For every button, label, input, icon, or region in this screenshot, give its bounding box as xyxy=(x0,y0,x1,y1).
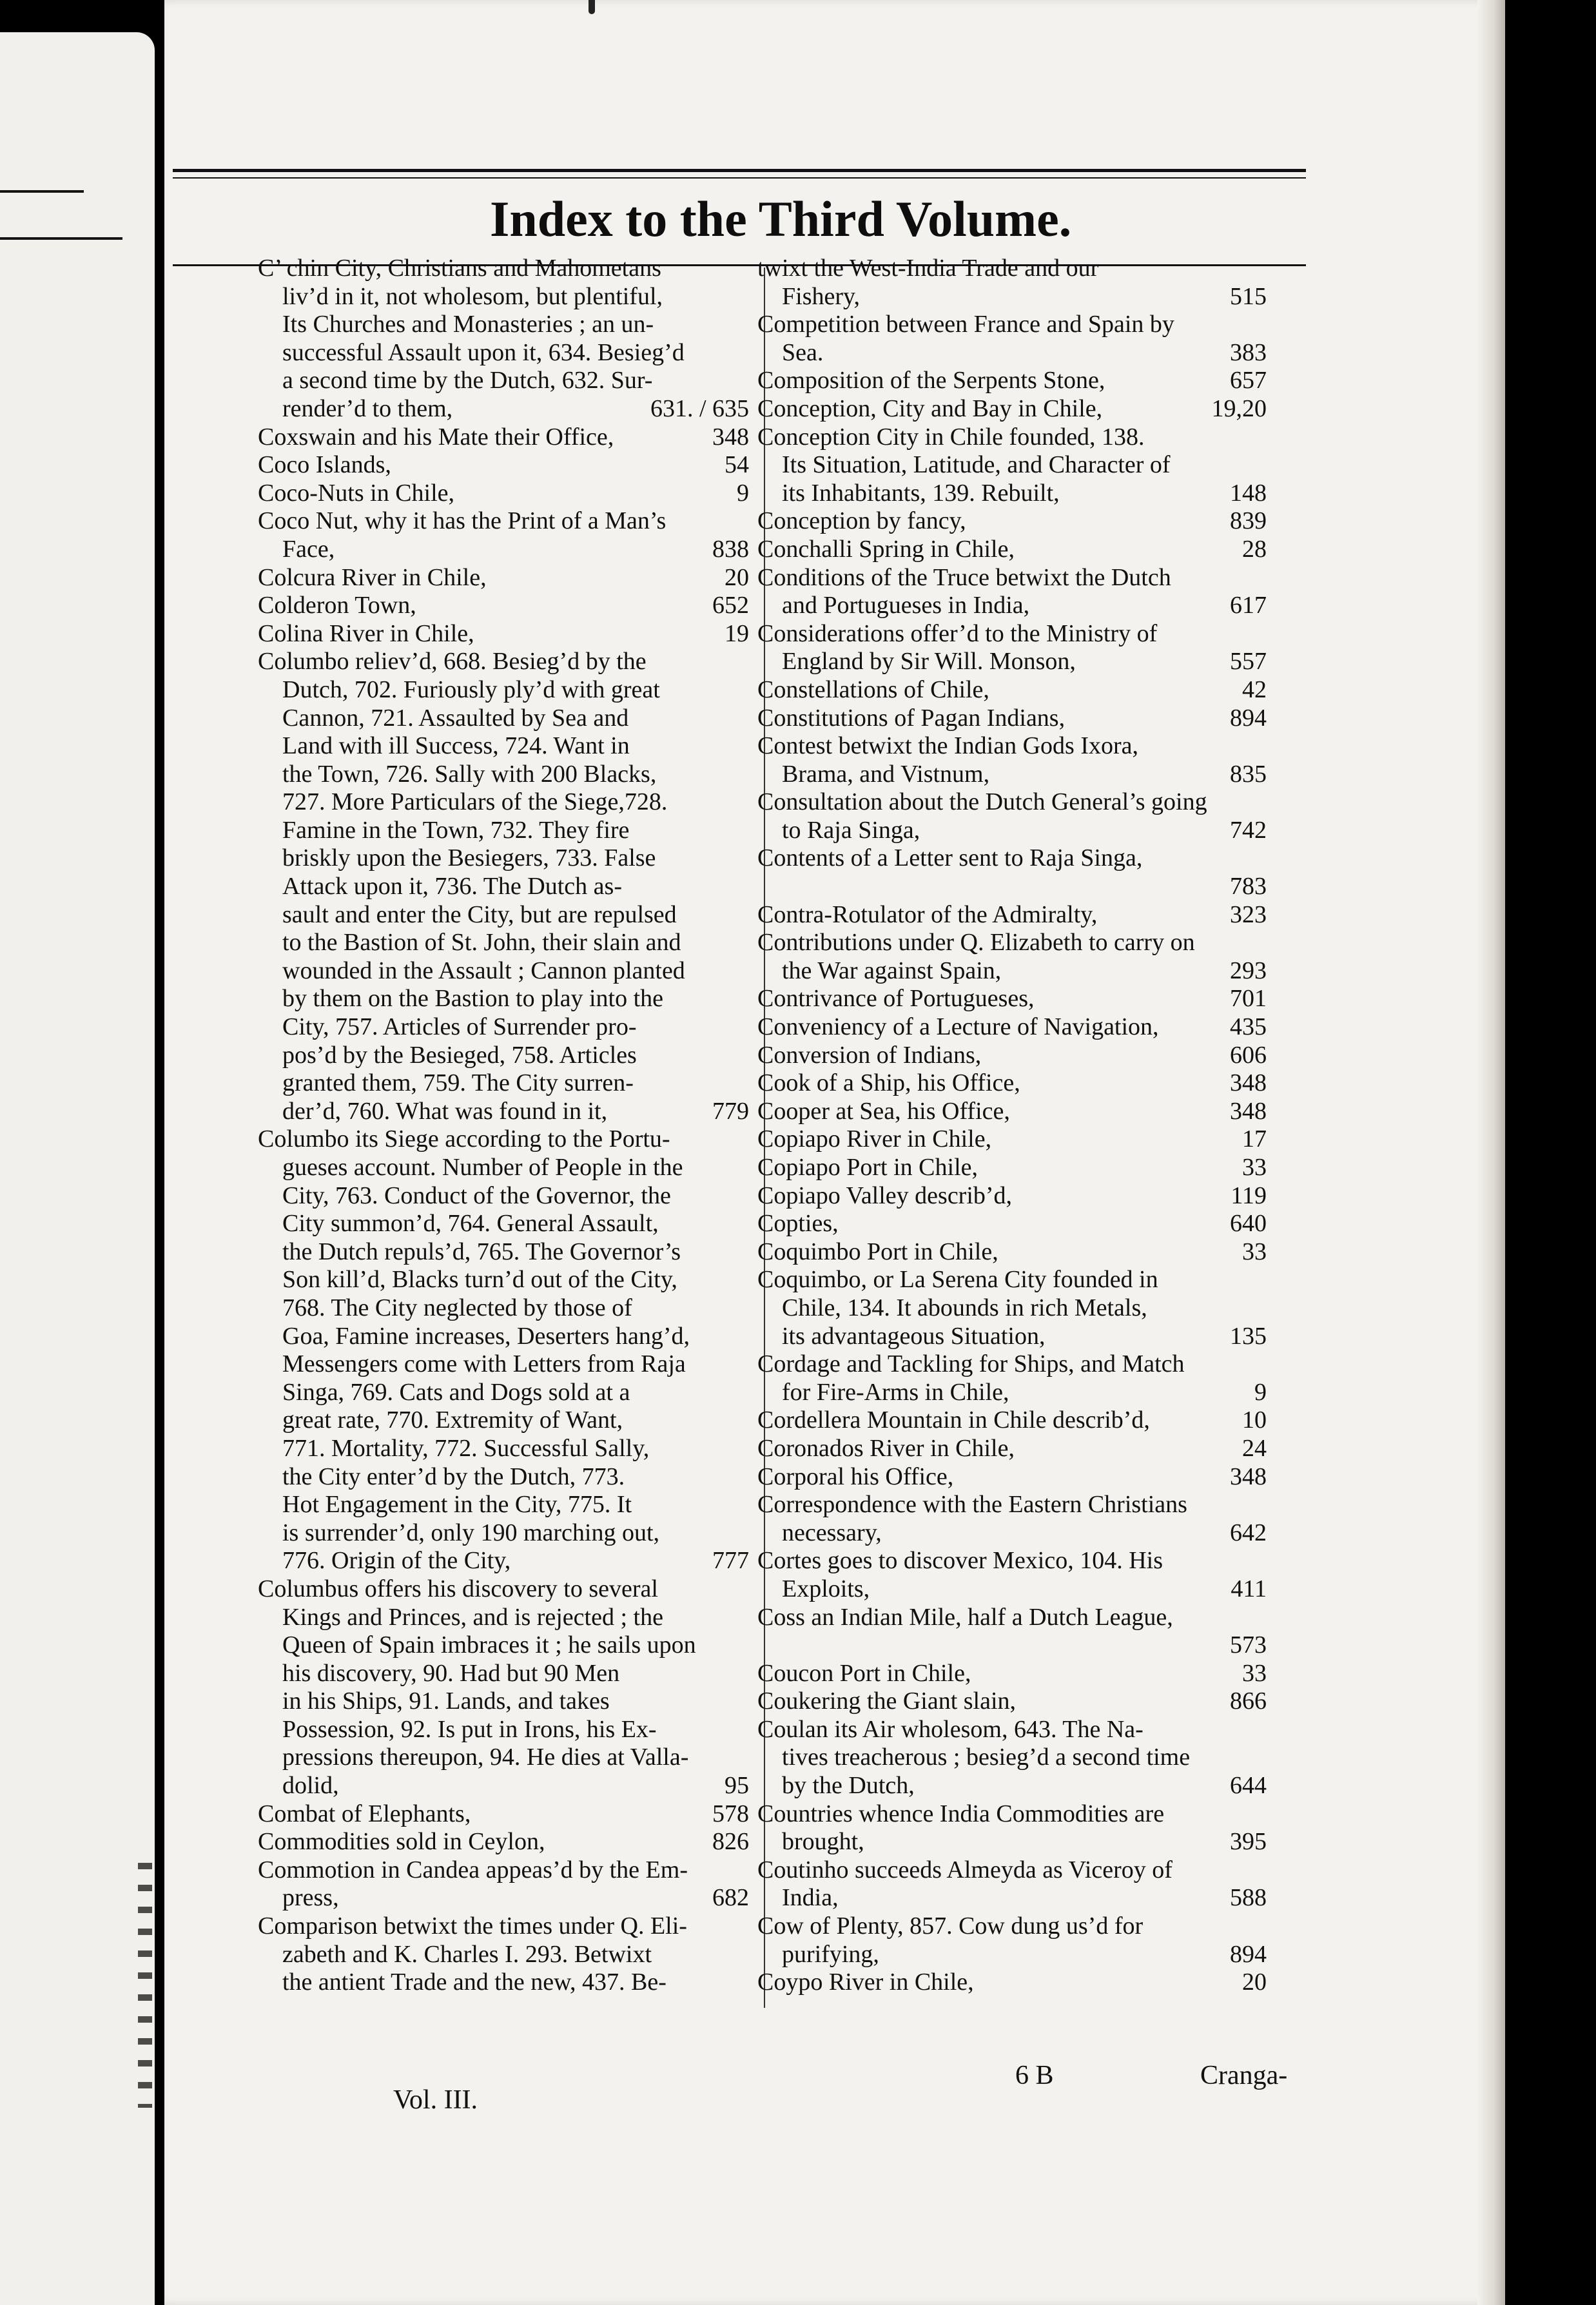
index-page-number: 395 xyxy=(1230,1828,1267,1856)
index-entry xyxy=(757,1912,1267,1969)
index-entry-line: Exploits, xyxy=(782,1575,870,1602)
index-entry-line: Coutinho succeeds Almeyda as Viceroy of xyxy=(757,1856,1173,1883)
index-entry-line: necessary, xyxy=(782,1519,882,1546)
index-entry-line: Coronados River in Chile, xyxy=(757,1434,1015,1462)
index-entry xyxy=(757,929,1267,985)
index-page-number: 17 xyxy=(1242,1125,1267,1153)
index-entry-line: City, 757. Articles of Surrender pro- xyxy=(282,1013,637,1041)
index-entry-line: the War against Spain, xyxy=(782,957,1002,984)
index-entry-line: Coypo River in Chile, xyxy=(757,1969,974,1996)
index-entry xyxy=(757,1604,1267,1660)
index-entry-line: 727. More Particulars of the Siege,728. xyxy=(282,788,668,816)
index-page-number: 95 xyxy=(725,1772,749,1800)
index-entry-line: Conveniency of a Lecture of Navigation, xyxy=(757,1013,1159,1041)
index-page-number: 33 xyxy=(1242,1238,1267,1265)
index-entry-line: twixt the West-India Trade and our xyxy=(757,255,1099,282)
index-entry xyxy=(757,311,1267,367)
index-entry-line: Coquimbo Port in Chile, xyxy=(757,1238,998,1265)
index-entry xyxy=(258,255,749,423)
index-page-number: 135 xyxy=(1230,1322,1267,1350)
index-entry-line: his discovery, 90. Had but 90 Men xyxy=(282,1659,620,1687)
index-entry-line: Coukering the Giant slain, xyxy=(757,1687,1017,1715)
index-entry-line: zabeth and K. Charles I. 293. Betwixt xyxy=(282,1940,652,1968)
index-entry-line: Considerations offer’d to the Ministry of xyxy=(757,619,1158,647)
index-entry xyxy=(258,592,749,620)
index-page-number: 20 xyxy=(725,563,749,591)
index-entry-line: for Fire-Arms in Chile, xyxy=(782,1378,1009,1406)
index-entry-line: England by Sir Will. Monson, xyxy=(782,648,1076,676)
index-entry xyxy=(757,1098,1267,1126)
index-entry-line: Contrivance of Portugueses, xyxy=(757,985,1035,1013)
index-entry xyxy=(757,1013,1267,1042)
index-entry-line: Coucon Port in Chile, xyxy=(757,1659,971,1687)
index-entry-line: dolid, xyxy=(282,1772,339,1800)
adjacent-page-rule xyxy=(0,237,122,240)
index-entry xyxy=(757,1547,1267,1603)
index-page-number: 119 xyxy=(1231,1182,1267,1209)
index-entry-line xyxy=(757,1631,1221,1660)
index-entry-line: Colderon Town, xyxy=(258,592,416,619)
index-entry-line: to the Bastion of St. John, their slain and xyxy=(282,929,681,957)
index-entry-line: Fishery, xyxy=(782,282,861,310)
adjacent-page-rule xyxy=(0,190,84,193)
index-page-number: 617 xyxy=(1230,592,1267,619)
index-entry-line: Constitutions of Pagan Indians, xyxy=(757,704,1066,732)
index-entry-line: Conchalli Spring in Chile, xyxy=(757,535,1015,563)
index-entry xyxy=(757,1266,1267,1350)
index-entry-line: Cortes goes to discover Mexico, 104. His xyxy=(757,1547,1163,1575)
index-entry-line: Coco Islands, xyxy=(258,451,391,479)
index-entry-line: Kings and Princes, and is rejected ; the xyxy=(282,1603,663,1631)
index-entry-line: Cow of Plenty, 857. Cow dung us’d for xyxy=(757,1912,1143,1940)
index-entry-line: Its Churches and Monasteries ; an un- xyxy=(282,311,654,338)
index-entry-line: Dutch, 702. Furiously ply’d with great xyxy=(282,676,660,703)
index-entry-line: granted them, 759. The City surren- xyxy=(282,1069,634,1097)
index-entry-line: Combat of Elephants, xyxy=(258,1800,471,1827)
index-entry xyxy=(757,1660,1267,1688)
index-entry-line: Hot Engagement in the City, 775. It xyxy=(282,1491,632,1519)
index-entry-line: Coxswain and his Mate their Office, xyxy=(258,423,614,451)
index-entry-line: successful Assault upon it, 634. Besieg’d xyxy=(282,338,685,366)
index-page-number: 348 xyxy=(1230,1069,1267,1097)
index-entry xyxy=(757,844,1267,900)
index-entry-line: press, xyxy=(282,1884,339,1912)
index-page-number: 24 xyxy=(1242,1434,1267,1462)
index-entry-line: Coss an Indian Mile, half a Dutch League, xyxy=(757,1603,1173,1631)
index-entry-line: Competition between France and Spain by xyxy=(757,311,1174,338)
index-entry xyxy=(757,1435,1267,1463)
index-page-number: 866 xyxy=(1230,1687,1267,1715)
index-entry xyxy=(757,1716,1267,1800)
index-entry xyxy=(757,1969,1267,1997)
index-page-number: 10 xyxy=(1242,1406,1267,1434)
adjacent-page-margin-marks xyxy=(138,1863,152,2108)
index-entry xyxy=(757,732,1267,788)
index-entry-line: Comparison betwixt the times under Q. Eli- xyxy=(258,1912,687,1940)
index-page-number: 148 xyxy=(1230,479,1267,507)
index-page-number: 348 xyxy=(712,423,749,451)
index-entry-line: Sea. xyxy=(782,338,824,366)
index-page-number: 835 xyxy=(1230,760,1267,788)
index-entry-line: Cordage and Tackling for Ships, and Match xyxy=(757,1350,1185,1378)
index-entry xyxy=(757,901,1267,929)
index-entry-line: Chile, 134. It abounds in rich Metals, xyxy=(782,1294,1147,1321)
index-entry xyxy=(258,1125,749,1575)
index-entry-line xyxy=(757,873,1221,901)
index-entry-line: liv’d in it, not wholesom, but plentiful, xyxy=(282,282,663,310)
index-entry xyxy=(757,676,1267,705)
index-page-number: 894 xyxy=(1230,704,1267,732)
index-entry-line: the antient Trade and the new, 437. Be- xyxy=(282,1969,667,1996)
index-entry-line: Contest betwixt the Indian Gods Ixora, xyxy=(757,732,1139,760)
index-page-number: 642 xyxy=(1230,1519,1267,1546)
index-page-number: 9 xyxy=(737,479,749,507)
index-entry-line: 771. Mortality, 772. Successful Sally, xyxy=(282,1434,650,1462)
index-page-number: 383 xyxy=(1230,338,1267,366)
index-entry-line: Messengers come with Letters from Raja xyxy=(282,1350,686,1378)
index-entry-line: briskly upon the Besiegers, 733. False xyxy=(282,844,656,872)
index-entry xyxy=(757,1042,1267,1070)
index-entry xyxy=(258,1828,749,1856)
index-entry-line: Copiapo Valley describ’d, xyxy=(757,1182,1013,1209)
index-entry-line: Conception by fancy, xyxy=(757,507,966,535)
index-entry-line: Constellations of Chile, xyxy=(757,676,989,703)
index-entry-line: Countries whence India Commodities are xyxy=(757,1800,1165,1827)
index-entry-line: render’d to them, xyxy=(282,394,453,422)
index-entry xyxy=(757,367,1267,395)
index-page-number: 557 xyxy=(1230,648,1267,676)
index-entry xyxy=(757,1463,1267,1492)
index-entry xyxy=(258,620,749,648)
index-page-number: 28 xyxy=(1242,535,1267,563)
header-rule xyxy=(173,169,1306,172)
index-entry xyxy=(757,985,1267,1013)
index-entry-line: City summon’d, 764. General Assault, xyxy=(282,1210,659,1238)
index-entry-line: Coquimbo, or La Serena City founded in xyxy=(757,1266,1158,1294)
scan-border xyxy=(1505,0,1596,2305)
index-entry-line: Cook of a Ship, his Office, xyxy=(757,1069,1020,1097)
index-entry xyxy=(757,1406,1267,1435)
index-entry xyxy=(757,564,1267,620)
index-entry xyxy=(757,1210,1267,1238)
index-entry xyxy=(258,423,749,452)
binding-mark xyxy=(589,0,595,14)
index-entry-line: Columbo reliev’d, 668. Besieg’d by the xyxy=(258,648,647,676)
index-entry xyxy=(757,1856,1267,1912)
index-column-right xyxy=(757,255,1267,1997)
index-entry-line: Composition of the Serpents Stone, xyxy=(757,367,1105,394)
index-entry xyxy=(757,395,1267,423)
index-entry xyxy=(757,1350,1267,1406)
index-entry xyxy=(757,1491,1267,1547)
index-entry-line: brought, xyxy=(782,1828,864,1856)
index-entry xyxy=(757,255,1267,311)
index-entry-line: gueses account. Number of People in the xyxy=(282,1154,683,1181)
index-entry-line: Goa, Famine increases, Deserters hang’d, xyxy=(282,1322,690,1350)
index-entry xyxy=(258,451,749,480)
index-page-number: 894 xyxy=(1230,1940,1267,1968)
page-fold-shadow xyxy=(1477,0,1505,2305)
index-entry-line: Contributions under Q. Elizabeth to carry on xyxy=(757,929,1195,957)
header-rule-thin xyxy=(173,177,1306,179)
index-entry-line: and Portugueses in India, xyxy=(782,592,1030,619)
index-page-number: 19,20 xyxy=(1211,394,1267,422)
index-entry-line: the Town, 726. Sally with 200 Blacks, xyxy=(282,760,657,788)
index-page-number: 640 xyxy=(1230,1210,1267,1238)
index-entry xyxy=(757,1069,1267,1098)
index-entry xyxy=(757,1238,1267,1267)
index-entry-line: 768. The City neglected by those of xyxy=(282,1294,632,1321)
index-entry xyxy=(757,1154,1267,1182)
index-page-number: 348 xyxy=(1230,1097,1267,1125)
index-page-number: 631. / 635 xyxy=(650,394,749,422)
index-page-number: 838 xyxy=(712,535,749,563)
index-entry-line: sault and enter the City, but are repulsed xyxy=(282,900,677,928)
signature-mark: 6 B xyxy=(1015,2061,1054,2090)
index-entry-line: Consultation about the Dutch General’s going xyxy=(757,788,1207,816)
index-entry-line: purifying, xyxy=(782,1940,879,1968)
index-page-number: 54 xyxy=(725,451,749,479)
adjacent-page-edge xyxy=(0,32,155,2305)
index-entry-line: Its Situation, Latitude, and Character of xyxy=(782,451,1171,479)
index-entry-line: to Raja Singa, xyxy=(782,816,920,844)
index-entry xyxy=(258,507,749,563)
index-page-number: 701 xyxy=(1230,985,1267,1013)
index-entry-line: 776. Origin of the City, xyxy=(282,1547,511,1575)
index-page-number: 652 xyxy=(712,592,749,619)
index-entry-line: Famine in the Town, 732. They fire xyxy=(282,816,630,844)
index-page-number: 777 xyxy=(712,1547,749,1575)
index-entry-line: Brama, and Vistnum, xyxy=(782,760,990,788)
index-entry-line: Attack upon it, 736. The Dutch as- xyxy=(282,873,622,900)
index-entry xyxy=(757,620,1267,676)
volume-label: Vol. III. xyxy=(393,2085,478,2115)
index-entry-line: the City enter’d by the Dutch, 773. xyxy=(282,1463,625,1490)
index-page-number: 411 xyxy=(1231,1575,1267,1602)
index-entry-line: by the Dutch, xyxy=(782,1772,915,1800)
index-column-left xyxy=(258,255,749,1997)
index-page-number: 779 xyxy=(712,1097,749,1125)
index-page-number: 682 xyxy=(712,1884,749,1912)
index-entry-line: City, 763. Conduct of the Governor, the xyxy=(282,1182,671,1209)
index-entry-line: Conception, City and Bay in Chile, xyxy=(757,394,1103,422)
index-entry xyxy=(757,1182,1267,1211)
index-entry-line: by them on the Bastion to play into the xyxy=(282,985,664,1013)
index-entry xyxy=(757,423,1267,508)
index-entry-line: Colina River in Chile, xyxy=(258,619,474,647)
index-page-number: 348 xyxy=(1230,1463,1267,1490)
index-page-number: 588 xyxy=(1230,1884,1267,1912)
index-entry-line: Possession, 92. Is put in Irons, his Ex- xyxy=(282,1715,657,1743)
index-entry-line: Coulan its Air wholesom, 643. The Na- xyxy=(757,1715,1143,1743)
index-entry-line: Cordellera Mountain in Chile describ’d, xyxy=(757,1406,1150,1434)
index-entry-line: Corporal his Office, xyxy=(757,1463,954,1490)
index-entry xyxy=(757,1687,1267,1716)
index-entry-line: Conditions of the Truce betwixt the Dutch xyxy=(757,563,1171,591)
index-entry xyxy=(258,1856,749,1912)
index-entry xyxy=(757,1125,1267,1154)
index-entry-line: Conception City in Chile founded, 138. xyxy=(757,423,1145,451)
index-page-number: 742 xyxy=(1230,816,1267,844)
index-page-number: 20 xyxy=(1242,1969,1267,1996)
index-entry-line: is surrender’d, only 190 marching out, xyxy=(282,1519,660,1546)
index-entry-line: Copiapo River in Chile, xyxy=(757,1125,992,1153)
index-page-number: 42 xyxy=(1242,676,1267,703)
index-page-number: 657 xyxy=(1230,367,1267,394)
index-page-number: 33 xyxy=(1242,1154,1267,1181)
index-entry-line: Coco-Nuts in Chile, xyxy=(258,479,455,507)
index-entry xyxy=(258,564,749,592)
index-entry-line: Land with ill Success, 724. Want in xyxy=(282,732,630,760)
index-entry-line: Cooper at Sea, his Office, xyxy=(757,1097,1010,1125)
index-entry-line: great rate, 770. Extremity of Want, xyxy=(282,1406,623,1434)
index-entry-line: der’d, 760. What was found in it, xyxy=(282,1097,608,1125)
index-entry xyxy=(757,536,1267,564)
index-entry xyxy=(757,788,1267,844)
index-entry-line: Conversion of Indians, xyxy=(757,1041,982,1069)
index-entry-line: Contra-Rotulator of the Admiralty, xyxy=(757,900,1098,928)
index-entry xyxy=(258,648,749,1125)
page-title: Index to the Third Volume. xyxy=(490,191,1072,247)
index-entry-line: Colcura River in Chile, xyxy=(258,563,487,591)
index-entry-line: Columbus offers his discovery to several xyxy=(258,1575,658,1602)
index-page-number: 515 xyxy=(1230,282,1267,310)
index-entry xyxy=(757,1800,1267,1856)
index-entry-line: India, xyxy=(782,1884,839,1912)
index-entry-line: Coco Nut, why it has the Print of a Man’s xyxy=(258,507,667,535)
index-entry-line: Face, xyxy=(282,535,335,563)
index-page-number: 644 xyxy=(1230,1772,1267,1800)
index-entry xyxy=(757,507,1267,536)
index-page-number: 9 xyxy=(1254,1378,1267,1406)
index-page-number: 19 xyxy=(725,619,749,647)
index-entry-line: its Inhabitants, 139. Rebuilt, xyxy=(782,479,1060,507)
index-page-number: 573 xyxy=(1230,1631,1267,1659)
index-entry-line: Commotion in Candea appeas’d by the Em- xyxy=(258,1856,688,1883)
index-entry-line: C’ chin City, Christians and Mahometans xyxy=(258,255,661,282)
index-page-number: 826 xyxy=(712,1828,749,1856)
index-entry xyxy=(258,1912,749,1997)
index-entry-line: Correspondence with the Eastern Christians xyxy=(757,1491,1187,1519)
index-entry-line: wounded in the Assault ; Cannon planted xyxy=(282,957,685,984)
index-entry-line: its advantageous Situation, xyxy=(782,1322,1046,1350)
index-page-number: 33 xyxy=(1242,1659,1267,1687)
index-entry xyxy=(757,705,1267,733)
index-entry-line: Commodities sold in Ceylon, xyxy=(258,1828,545,1856)
index-entry xyxy=(258,1575,749,1800)
index-entry-line: tives treacherous ; besieg’d a second time xyxy=(782,1744,1191,1771)
index-entry-line: Queen of Spain imbraces it ; he sails upon xyxy=(282,1631,696,1659)
index-entry-line: Columbo its Siege according to the Portu- xyxy=(258,1125,670,1153)
index-entry-line: pressions thereupon, 94. He dies at Valla- xyxy=(282,1744,689,1771)
index-page-number: 293 xyxy=(1230,957,1267,984)
index-entry xyxy=(258,1800,749,1829)
index-entry-line: pos’d by the Besieged, 758. Articles xyxy=(282,1041,637,1069)
index-entry-line: Contents of a Letter sent to Raja Singa, xyxy=(757,844,1143,872)
index-entry-line: a second time by the Dutch, 632. Sur- xyxy=(282,367,653,394)
index-entry-line: Son kill’d, Blacks turn’d out of the City, xyxy=(282,1266,677,1294)
index-entry-line: Copties, xyxy=(757,1210,839,1238)
index-entry-line: in his Ships, 91. Lands, and takes xyxy=(282,1687,610,1715)
catchword: Cranga- xyxy=(1200,2061,1288,2090)
index-page-number: 783 xyxy=(1230,873,1267,900)
index-page-number: 606 xyxy=(1230,1041,1267,1069)
index-entry-line: Singa, 769. Cats and Dogs sold at a xyxy=(282,1378,630,1406)
index-entry-line: the Dutch repuls’d, 765. The Governor’s xyxy=(282,1238,681,1265)
index-page-number: 839 xyxy=(1230,507,1267,535)
index-entry-line: Copiapo Port in Chile, xyxy=(757,1154,978,1181)
index-page-number: 435 xyxy=(1230,1013,1267,1041)
index-entry-line: Cannon, 721. Assaulted by Sea and xyxy=(282,704,629,732)
index-page-number: 323 xyxy=(1230,900,1267,928)
index-entry xyxy=(258,480,749,508)
index-page-number: 578 xyxy=(712,1800,749,1827)
